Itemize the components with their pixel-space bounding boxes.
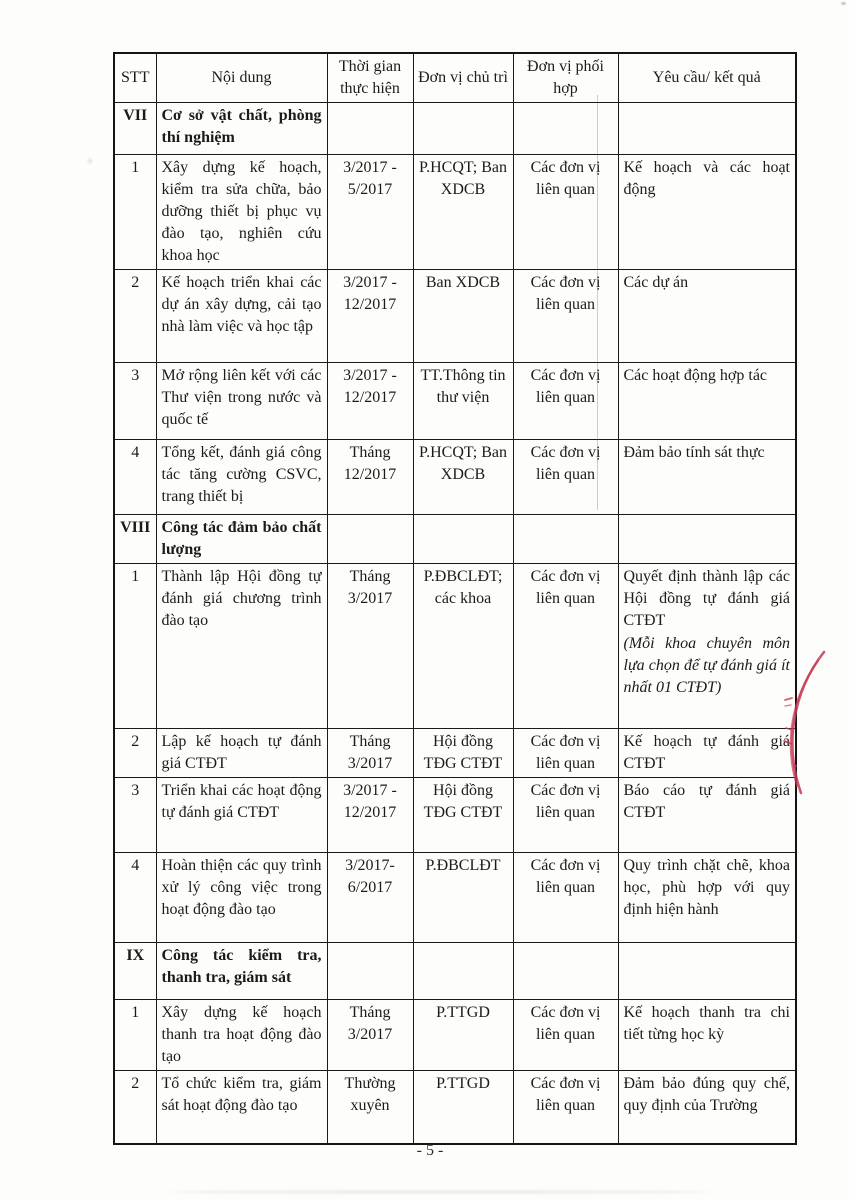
table-row — [114, 1000, 796, 1071]
cell-yeu-cau: Đảm bảo đúng quy chế, quy định của Trường — [618, 1071, 796, 1144]
result-note-italic: (Mỗi khoa chuyên môn lựa chọn để tự đánh giá ít nhất 01 CTĐT) — [623, 635, 790, 696]
cell-chu-tri: P.ĐBCLĐT — [413, 853, 513, 943]
table-row — [114, 778, 796, 853]
cell-stt: 1 — [114, 155, 156, 270]
cell-phoi-hop: Các đơn vị liên quan — [513, 729, 618, 778]
cell-thoi-gian: Tháng 12/2017 — [327, 440, 413, 515]
table-row — [114, 853, 796, 943]
cell-noi-dung: Công tác đảm bảo chất lượng — [156, 515, 327, 564]
cell-chu-tri: P.HCQT; Ban XDCB — [413, 155, 513, 270]
cell-stt: 2 — [114, 1071, 156, 1144]
cell-thoi-gian: 3/2017 - 12/2017 — [327, 778, 413, 853]
cell-stt: 1 — [114, 1000, 156, 1071]
cell-stt: 4 — [114, 853, 156, 943]
cell-noi-dung: Cơ sở vật chất, phòng thí nghiệm — [156, 103, 327, 155]
cell-thoi-gian — [327, 515, 413, 564]
cell-phoi-hop: Các đơn vị liên quan — [513, 440, 618, 515]
cell-noi-dung: Xây dựng kế hoạch, kiểm tra sửa chữa, bảo dưỡng thiết bị phục vụ đào tạo, nghiên cứu khoa học — [156, 155, 327, 270]
cell-chu-tri: P.TTGD — [413, 1071, 513, 1144]
cell-noi-dung: Công tác kiểm tra, thanh tra, giám sát — [156, 943, 327, 1000]
cell-phoi-hop — [513, 103, 618, 155]
cell-noi-dung: Triển khai các hoạt động tự đánh giá CTĐT — [156, 778, 327, 853]
cell-yeu-cau: Báo cáo tự đánh giá CTĐT — [618, 778, 796, 853]
cell-thoi-gian: 3/2017 - 12/2017 — [327, 270, 413, 363]
cell-noi-dung: Lập kế hoạch tự đánh giá CTĐT — [156, 729, 327, 778]
cell-yeu-cau — [618, 564, 796, 729]
section-row-vii — [114, 103, 796, 155]
cell-yeu-cau — [618, 515, 796, 564]
cell-phoi-hop: Các đơn vị liên quan — [513, 270, 618, 363]
cell-yeu-cau: Đảm bảo tính sát thực — [618, 440, 796, 515]
table-row — [114, 564, 796, 729]
cell-phoi-hop: Các đơn vị liên quan — [513, 1000, 618, 1071]
cell-thoi-gian: Tháng 3/2017 — [327, 729, 413, 778]
cell-chu-tri: Ban XDCB — [413, 270, 513, 363]
cell-noi-dung: Mở rộng liên kết với các Thư viện trong nước và quốc tế — [156, 363, 327, 440]
cell-phoi-hop: Các đơn vị liên quan — [513, 564, 618, 729]
header-yeu-cau: Yêu cầu/ kết quả — [618, 53, 796, 103]
cell-yeu-cau — [618, 943, 796, 1000]
cell-yeu-cau: Các dự án — [618, 270, 796, 363]
table-row — [114, 729, 796, 778]
cell-chu-tri: Hội đồng TĐG CTĐT — [413, 778, 513, 853]
cell-thoi-gian: 3/2017 - 12/2017 — [327, 363, 413, 440]
cell-yeu-cau: Các hoạt động hợp tác — [618, 363, 796, 440]
cell-thoi-gian — [327, 943, 413, 1000]
table-row — [114, 440, 796, 515]
section-row-ix — [114, 943, 796, 1000]
table-row — [114, 363, 796, 440]
cell-stt: VIII — [114, 515, 156, 564]
cell-chu-tri — [413, 943, 513, 1000]
scan-fold-line — [597, 95, 598, 510]
cell-phoi-hop: Các đơn vị liên quan — [513, 778, 618, 853]
section-row-viii — [114, 515, 796, 564]
header-stt: STT — [114, 53, 156, 103]
cell-phoi-hop: Các đơn vị liên quan — [513, 155, 618, 270]
cell-chu-tri: P.ĐBCLĐT; các khoa — [413, 564, 513, 729]
schedule-table — [113, 52, 797, 1145]
cell-stt: 4 — [114, 440, 156, 515]
scan-speck — [88, 158, 92, 164]
scan-speck — [841, 2, 846, 5]
cell-stt: 2 — [114, 270, 156, 363]
cell-thoi-gian: 3/2017- 6/2017 — [327, 853, 413, 943]
cell-stt: 1 — [114, 564, 156, 729]
cell-yeu-cau: Quy trình chặt chẽ, khoa học, phù hợp với quy định hiện hành — [618, 853, 796, 943]
cell-stt: 3 — [114, 778, 156, 853]
cell-yeu-cau: Kế hoạch tự đánh giá CTĐT — [618, 729, 796, 778]
cell-yeu-cau: Kế hoạch thanh tra chi tiết từng học kỳ — [618, 1000, 796, 1071]
cell-noi-dung: Kế hoạch triển khai các dự án xây dựng, cải tạo nhà làm việc và học tập — [156, 270, 327, 363]
cell-thoi-gian: Thường xuyên — [327, 1071, 413, 1144]
table-row — [114, 1071, 796, 1144]
cell-yeu-cau: Kế hoạch và các hoạt động — [618, 155, 796, 270]
header-thoi-gian: Thời gian thực hiện — [327, 53, 413, 103]
cell-noi-dung: Hoàn thiện các quy trình xử lý công việc trong hoạt động đào tạo — [156, 853, 327, 943]
cell-thoi-gian — [327, 103, 413, 155]
page-number: - 5 - — [416, 1142, 444, 1159]
cell-chu-tri — [413, 103, 513, 155]
header-phoi-hop: Đơn vị phối hợp — [513, 53, 618, 103]
scan-bottom-smudge — [170, 1191, 710, 1193]
cell-chu-tri — [413, 515, 513, 564]
cell-stt: 3 — [114, 363, 156, 440]
cell-noi-dung: Tổng kết, đánh giá công tác tăng cường CSVC, trang thiết bị — [156, 440, 327, 515]
cell-noi-dung: Xây dựng kế hoạch thanh tra hoạt động đào tạo — [156, 1000, 327, 1071]
result-text: Quyết định thành lập các Hội đồng tự đánh giá CTĐT — [623, 568, 790, 629]
cell-yeu-cau — [618, 103, 796, 155]
cell-thoi-gian: Tháng 3/2017 — [327, 564, 413, 729]
cell-thoi-gian: Tháng 3/2017 — [327, 1000, 413, 1071]
cell-chu-tri: TT.Thông tin thư viện — [413, 363, 513, 440]
cell-noi-dung: Thành lập Hội đồng tự đánh giá chương trình đào tạo — [156, 564, 327, 729]
cell-thoi-gian: 3/2017 - 5/2017 — [327, 155, 413, 270]
cell-noi-dung: Tổ chức kiểm tra, giám sát hoạt động đào tạo — [156, 1071, 327, 1144]
cell-phoi-hop: Các đơn vị liên quan — [513, 363, 618, 440]
cell-stt: 2 — [114, 729, 156, 778]
cell-stt: VII — [114, 103, 156, 155]
cell-chu-tri: Hội đồng TĐG CTĐT — [413, 729, 513, 778]
table-row — [114, 270, 796, 363]
cell-phoi-hop — [513, 943, 618, 1000]
header-noi-dung: Nội dung — [156, 53, 327, 103]
table-header-row — [114, 53, 796, 103]
cell-phoi-hop: Các đơn vị liên quan — [513, 1071, 618, 1144]
cell-chu-tri: P.TTGD — [413, 1000, 513, 1071]
cell-phoi-hop — [513, 515, 618, 564]
table-row — [114, 155, 796, 270]
header-chu-tri: Đơn vị chủ trì — [413, 53, 513, 103]
cell-chu-tri: P.HCQT; Ban XDCB — [413, 440, 513, 515]
cell-stt: IX — [114, 943, 156, 1000]
cell-phoi-hop: Các đơn vị liên quan — [513, 853, 618, 943]
